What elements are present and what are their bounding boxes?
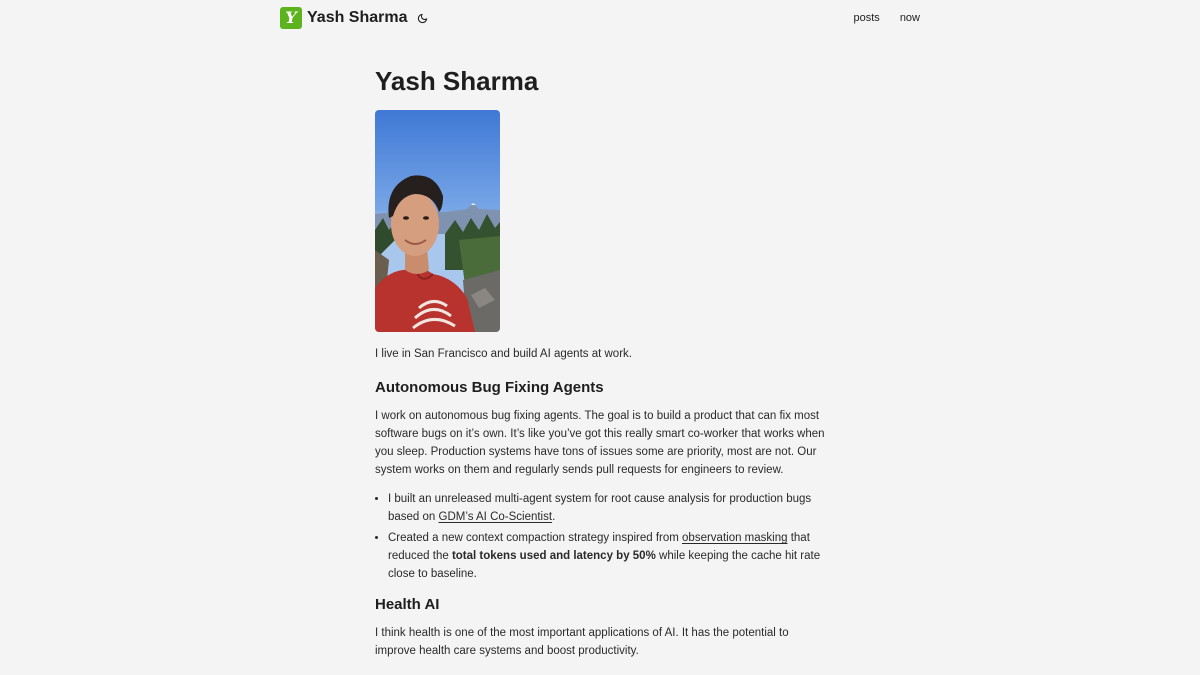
main-content — [375, 62, 825, 660]
list-item-bold-text: total tokens used and latency by 50% — [451, 550, 656, 562]
list-item — [388, 529, 825, 583]
list-item-text: that reduced the — [388, 532, 810, 562]
site-header — [280, 0, 920, 36]
moon-icon[interactable] — [416, 11, 430, 25]
profile-photo — [375, 110, 500, 332]
nav-posts-link[interactable]: posts — [853, 12, 880, 24]
brand — [280, 7, 430, 29]
list-item-text: Created a new context compaction strategy inspired from — [388, 532, 683, 544]
list-item-text: while keeping the cache hit rate close to baseline. — [388, 550, 821, 580]
section-heading-bug-fixing: Autonomous Bug Fixing Agents — [375, 379, 604, 396]
list-item — [388, 490, 825, 526]
logo-icon[interactable]: Y — [280, 7, 302, 29]
list-item-text: . — [552, 511, 556, 523]
page-title: Yash Sharma — [375, 66, 539, 96]
list-item-text: I built an unreleased multi-agent system for root cause analysis for production bugs based on — [388, 493, 812, 523]
top-nav — [834, 12, 920, 24]
observation-masking-link[interactable]: observation masking — [682, 532, 788, 544]
section-paragraph-bug-fixing: I work on autonomous bug fixing agents. The goal is to build a product that can fix most software bugs on it’s own. It’s like you’ve got this really smart co-worker that works when you sleep. Production systems have tons of issues some are priority, most are not. Our system works on them and regularly sends pull requests for engineers to review. — [375, 410, 825, 476]
nav-now-link[interactable]: now — [899, 12, 920, 24]
section-paragraph-health-ai: I think health is one of the most important applications of AI. It has the potential to improve health care systems and boost productivity. — [375, 627, 789, 657]
gdm-co-scientist-link[interactable]: GDM’s AI Co-Scientist — [438, 511, 553, 523]
intro-text: I live in San Francisco and build AI agents at work. — [375, 348, 632, 360]
achievements-list — [375, 490, 825, 583]
brand-name-link[interactable]: Yash Sharma — [307, 9, 408, 26]
section-heading-health-ai: Health AI — [375, 596, 440, 613]
